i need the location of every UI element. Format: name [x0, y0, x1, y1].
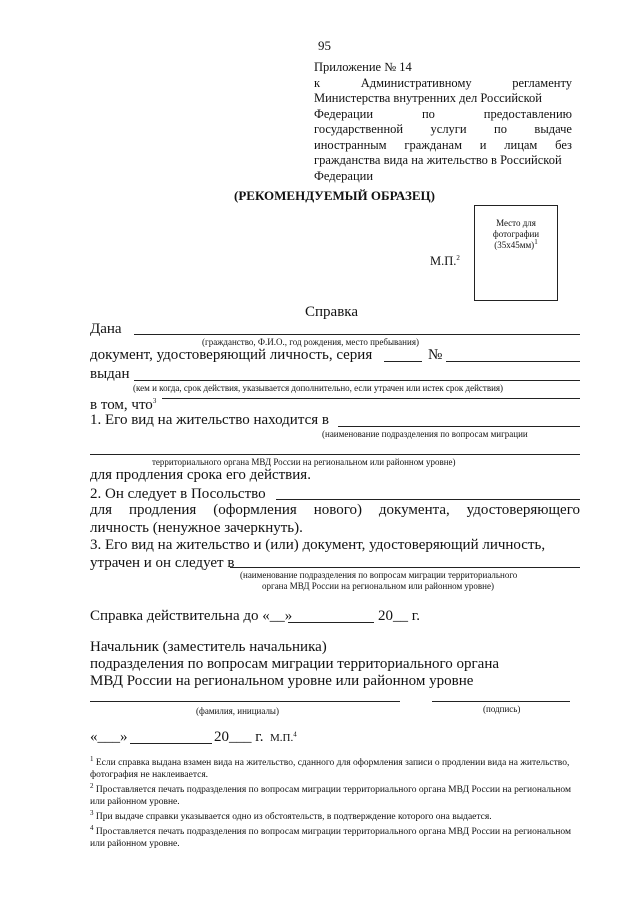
number-field[interactable] [446, 361, 580, 362]
date-stamp-place: М.П.$^4$ [270, 730, 297, 744]
name-hint: (фамилия, инициалы) [196, 706, 279, 716]
appendix-word: регламенту [512, 75, 572, 90]
appendix-word: лицам [504, 137, 538, 152]
appendix-word: по [494, 122, 507, 136]
photo-label-2: фотографии [492, 229, 540, 239]
footnote-number: 3 [90, 808, 94, 817]
appendix-line [314, 138, 572, 154]
appendix-word: гражданам [404, 137, 462, 152]
item1-field[interactable] [338, 426, 580, 427]
footnote-text: Если справка выдана взамен вида на жительство, сданного для оформления записи о продлении вида на жительство, фотография не наклеивается. [90, 758, 570, 781]
stamp-place: М.П.$^2$ [430, 253, 460, 268]
appendix-line [314, 153, 572, 169]
item2-word: для [90, 502, 113, 518]
that-field[interactable] [162, 398, 580, 399]
name-field[interactable] [90, 701, 400, 702]
item3-line1: 3. Его вид на жительство и (или) документ, удостоверяющий личность, [90, 537, 546, 553]
footnote-text: Проставляется печать подразделения по вопросам миграции территориального органа МВД России на региональном или районном уровне. [90, 784, 571, 808]
item2-word: нового) [313, 502, 362, 518]
appendix-word: Приложение № 14 [314, 60, 412, 74]
item3-field[interactable] [230, 567, 580, 568]
signature-hint: (подпись) [483, 704, 521, 714]
series-field[interactable] [384, 361, 422, 362]
appendix-word: Министерства внутренних дел Российской [314, 91, 542, 105]
item1-hint: (наименование подразделения по вопросам миграции [322, 429, 528, 439]
that-label: в том, что$^3$ [90, 397, 157, 413]
appendix-line [314, 76, 572, 92]
number-label: № [428, 347, 443, 363]
date-month-field[interactable] [130, 743, 212, 744]
photo-label-3: $(35х45мм)^1$ [494, 238, 538, 250]
signature-field[interactable] [432, 701, 570, 702]
appendix-word: Федерации [314, 106, 374, 121]
appendix-word: государственной [314, 122, 404, 136]
appendix-line [314, 91, 572, 107]
item2-word: документа, [378, 502, 450, 518]
item2-word: (оформления [213, 502, 297, 518]
footnote [90, 781, 580, 808]
item2-word: продления [128, 502, 197, 518]
appendix-word: выдаче [534, 122, 572, 136]
valid-until-year: 20__ г. [378, 608, 420, 624]
valid-until-label: Справка действительна до «__» [90, 608, 293, 624]
item2-word: удостоверяющего [466, 502, 580, 518]
footnote-number: 4 [90, 823, 94, 832]
sample-title: (РЕКОМЕНДУЕМЫЙ ОБРАЗЕЦ) [234, 188, 435, 203]
item1-purpose: для продления срока его действия. [90, 467, 311, 483]
signatory-line-1: Начальник (заместитель начальника) [90, 639, 327, 655]
given-hint: (гражданство, Ф.И.О., год рождения, место пребывания) [202, 337, 419, 347]
given-label: Дана [90, 321, 122, 337]
valid-until-field[interactable] [288, 622, 374, 623]
item2-field[interactable] [276, 499, 580, 500]
footnote-number: 2 [90, 781, 94, 790]
issued-hint: (кем и когда, срок действия, указывается дополнительно, если утрачен или истек срок действия) [133, 383, 504, 393]
appendix-line [314, 60, 572, 76]
item3-hint-2: органа МВД России на региональном или районном уровне) [262, 581, 494, 591]
appendix-word: по [421, 106, 435, 121]
item2-line3: личность (ненужное зачеркнуть). [90, 520, 303, 536]
photo-placeholder [474, 205, 558, 301]
item2-line2 [90, 502, 580, 519]
footnote-text: При выдаче справки указывается одно из обстоятельств, в подтверждение которого она выдается. [95, 811, 492, 822]
footnote [90, 808, 580, 823]
item3-hint-1: (наименование подразделения по вопросам миграции территориального [240, 570, 518, 580]
appendix-word: Федерации [314, 168, 374, 183]
given-field[interactable] [134, 334, 580, 335]
signatory-line-2: подразделения по вопросам миграции территориального органа [90, 656, 500, 672]
footnote-number: 1 [90, 754, 94, 763]
appendix-word: Административному [360, 75, 472, 90]
appendix-word: предоставлению [483, 106, 572, 121]
item3-line2: утрачен и он следует в [90, 555, 235, 571]
issued-label: выдан [90, 366, 130, 382]
footnote-text: Проставляется печать подразделения по вопросам миграции территориального органа МВД России на региональном или районном уровне. [90, 826, 571, 849]
issued-field[interactable] [134, 380, 580, 381]
signatory-line-3: МВД России на региональном уровне или районном уровне [90, 673, 474, 689]
date-year: 20___ г. [214, 729, 264, 745]
appendix-line [314, 169, 572, 185]
appendix-word: иностранным [314, 137, 387, 152]
item1-field-2[interactable] [90, 454, 580, 455]
appendix-word: гражданства вида на жительство в Российской [314, 153, 562, 167]
appendix-word: и [479, 137, 487, 152]
footnote [90, 754, 580, 781]
footnotes [90, 754, 580, 852]
appendix-header [314, 60, 572, 184]
item1-label: 1. Его вид на жительство находится в [90, 412, 329, 428]
footnote [90, 823, 580, 850]
item2-label: 2. Он следует в Посольство [90, 486, 266, 502]
document-title: Справка [305, 304, 358, 320]
date-day: «___» [90, 729, 128, 745]
page-number: 95 [318, 38, 331, 53]
appendix-word: услуги [430, 122, 467, 136]
appendix-line [314, 122, 572, 138]
appendix-line [314, 107, 572, 123]
appendix-word: к [314, 75, 321, 90]
id-doc-label: документ, удостоверяющий личность, серия [90, 347, 373, 363]
photo-label-1: Место для [496, 218, 536, 228]
appendix-word: без [555, 137, 572, 152]
item1-hint-2: территориального органа МВД России на региональном или районном уровне) [152, 457, 456, 467]
